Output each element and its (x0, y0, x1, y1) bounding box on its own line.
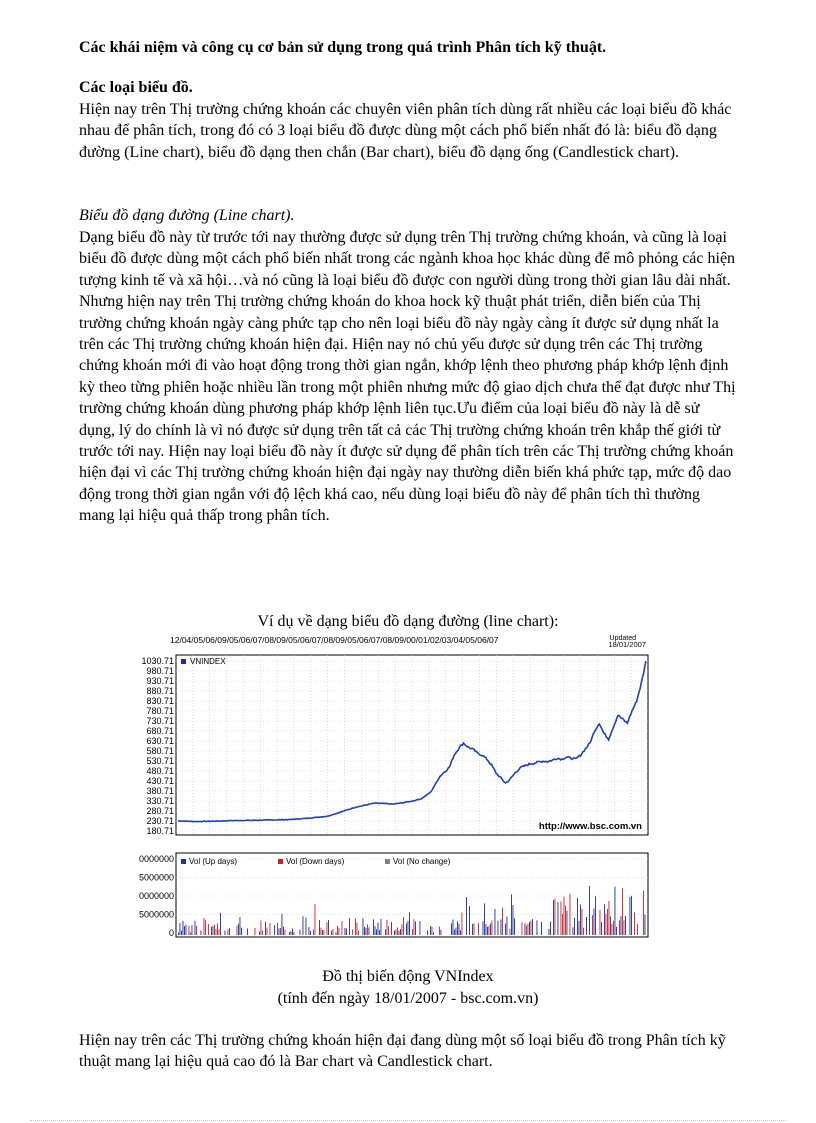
volume-bar (373, 919, 374, 935)
updated-date: 18/01/2007 (608, 640, 646, 649)
volume-bar (358, 931, 359, 935)
volume-bar (346, 928, 347, 935)
volume-bar (357, 923, 358, 936)
volume-bar (192, 925, 193, 935)
volume-bar (322, 930, 323, 935)
volume-bar (619, 920, 620, 935)
volume-bar (474, 923, 475, 935)
volume-bar (342, 921, 343, 935)
volume-bar (469, 906, 470, 935)
volume-bar (186, 925, 187, 935)
volume-y-tick-label: 0000000 (138, 854, 174, 864)
volume-bar (562, 914, 563, 935)
volume-bar (487, 927, 488, 935)
volume-bar (406, 923, 407, 935)
volume-bar (262, 931, 263, 936)
volume-bar (507, 917, 508, 936)
volume-bar (609, 901, 610, 935)
volume-bar (333, 929, 334, 935)
volume-bar (313, 930, 314, 936)
volume-bar (303, 916, 304, 935)
volume-bar (514, 918, 515, 935)
volume-bar (595, 896, 596, 935)
volume-bar (420, 921, 421, 935)
volume-bar (486, 924, 487, 935)
volume-bar (522, 922, 523, 935)
volume-bar (451, 923, 452, 935)
volume-bar (309, 927, 310, 935)
volume-bar (472, 924, 473, 935)
volume-bar (498, 921, 499, 935)
volume-bar (337, 926, 338, 935)
volume-bar (240, 917, 241, 935)
volume-bar (430, 926, 431, 935)
volume-bar (613, 921, 614, 935)
volume-bar (558, 902, 559, 935)
price-y-tick-label: 230.71 (146, 816, 174, 826)
volume-bar (339, 928, 340, 935)
volume-bar (364, 927, 365, 935)
volume-bar (402, 924, 403, 935)
chart-caption-source: (tính đến ngày 18/01/2007 - bsc.com.vn) (277, 990, 539, 1007)
volume-bar (415, 922, 416, 936)
volume-bar (189, 926, 190, 935)
volume-bar (555, 899, 556, 935)
volume-bar (238, 924, 239, 935)
volume-bar (561, 902, 562, 936)
volume-bar (462, 913, 463, 936)
volume-bar (564, 897, 565, 935)
price-y-ticks (141, 656, 174, 836)
volume-bar (616, 927, 617, 935)
price-y-tick-label: 880.71 (146, 686, 174, 696)
volume-bar (594, 909, 595, 936)
volume-bar (265, 922, 266, 935)
volume-bar (505, 924, 506, 935)
volume-bar (201, 930, 202, 935)
price-y-tick-label: 480.71 (146, 766, 174, 776)
volume-bar (225, 931, 226, 936)
volume-bar (574, 918, 575, 935)
paragraph-intro: Hiện nay trên Thị trường chứng khoán các chuyên viên phân tích dùng rất nhiều các loại biểu đồ khác nhau để phân tích, trong đó có 3 loại biểu đồ được dùng một cách phổ biến nhất đó là: biểu đồ dạng đường (Line chart), biểu đồ dạng then chắn (Bar chart), biểu đồ dạng ống (Candlestick chart). (79, 101, 732, 161)
volume-bar (643, 891, 644, 935)
volume-bar (247, 928, 248, 935)
volume-bar (478, 923, 479, 935)
section-title: Các loại biểu đồ. (79, 79, 193, 96)
volume-bar (615, 887, 616, 935)
volume-bar (315, 904, 316, 935)
volume-bar (537, 920, 538, 935)
volume-bar (181, 931, 182, 935)
volume-bar (387, 920, 388, 935)
volume-bar (427, 930, 428, 935)
price-y-tick-label: 430.71 (146, 776, 174, 786)
volume-bar (367, 925, 368, 936)
document-heading: Các khái niệm và công cụ cơ bản sử dụng trong quá trình Phân tích kỹ thuật. (79, 39, 607, 56)
price-y-tick-label: 930.71 (146, 676, 174, 686)
volume-y-tick-label: 5000000 (138, 909, 174, 920)
volume-bar (208, 924, 209, 935)
volume-bar (352, 930, 353, 936)
volume-bar (466, 897, 467, 935)
volume-bar (355, 919, 356, 935)
volume-bar (237, 926, 238, 935)
volume-bar (570, 894, 571, 935)
volume-bar (525, 923, 526, 935)
page-bottom-border (30, 1120, 786, 1122)
legend-vnindex-swatch (181, 659, 186, 664)
volume-bar (291, 931, 292, 935)
volume-bar (490, 924, 491, 935)
volume-bar (228, 929, 229, 935)
volume-bar (345, 928, 346, 935)
top-date-labels: 12/04/05/06/09/05/06/07/08/09/05/06/07/08/09/05/06/07/08/09/00/01/02/03/04/05/06/07 (170, 635, 499, 645)
volume-bar (637, 924, 638, 935)
volume-bar (604, 904, 605, 935)
volume-bar (178, 932, 179, 935)
volume-bar (607, 909, 608, 935)
volume-bar (289, 932, 290, 935)
volume-bar (324, 930, 325, 935)
volume-bar (531, 921, 532, 935)
volume-bar (529, 922, 530, 935)
volume-bar (331, 931, 332, 935)
volume-bar (388, 926, 389, 935)
volume-bar (456, 928, 457, 935)
volume-bar (502, 908, 503, 936)
volume-bar (567, 911, 568, 935)
volume-bar (195, 921, 196, 935)
volume-bar (183, 921, 184, 935)
volume-bar (553, 900, 554, 935)
volume-bar (220, 913, 221, 935)
volume-bar (441, 930, 442, 935)
volume-bar (379, 930, 380, 935)
volume-bar (397, 928, 398, 936)
volume-bar (580, 905, 581, 936)
volume-bar (526, 926, 527, 935)
volume-bar (610, 917, 611, 936)
volume-bar (511, 894, 512, 935)
volume-bar (612, 924, 613, 935)
volume-y-ticks (139, 854, 174, 938)
volume-bar (453, 920, 454, 936)
volume-bar (267, 928, 268, 935)
chart-example-caption: Ví dụ về dạng biểu đồ dạng đường (line chart): (257, 613, 559, 630)
volume-bar (459, 923, 460, 935)
volume-bar (550, 922, 551, 936)
volume-bar (363, 918, 364, 935)
legend-nochange-swatch (385, 859, 390, 864)
price-y-tick-label: 730.71 (146, 716, 174, 726)
volume-bar (408, 921, 409, 935)
price-y-tick-label: 530.71 (146, 756, 174, 766)
volume-bar (216, 929, 217, 935)
volume-bar (513, 905, 514, 935)
volume-bar (300, 930, 301, 936)
price-y-tick-label: 680.71 (146, 726, 174, 736)
volume-y-tick-label: 0000000 (138, 891, 174, 901)
volume-bar (489, 926, 490, 935)
volume-bar (280, 928, 281, 935)
volume-bar (366, 928, 367, 935)
legend-no-change: Vol (No change) (393, 857, 451, 866)
volume-bar (306, 918, 307, 935)
volume-bar (565, 906, 566, 936)
volume-bar (391, 922, 392, 935)
volume-bar (375, 926, 376, 935)
volume-bar (184, 926, 185, 935)
volume-bar (213, 926, 214, 935)
volume-bar (510, 929, 511, 935)
volume-bar (349, 918, 350, 935)
volume-bar (241, 928, 242, 935)
volume-bar (319, 920, 320, 935)
legend-down-days: Vol (Down days) (286, 857, 345, 866)
volume-bar (622, 888, 623, 935)
volume-bar (528, 924, 529, 935)
volume-bar (577, 898, 578, 935)
volume-bar (630, 897, 631, 935)
vnindex-chart (138, 633, 650, 939)
volume-bar (214, 925, 215, 935)
chart-watermark: http://www.bsc.com.vn (538, 821, 642, 832)
volume-bar (631, 896, 632, 935)
price-y-tick-label: 280.71 (146, 806, 174, 816)
volume-bar (414, 919, 415, 935)
volume-bar (394, 931, 395, 936)
volume-bar (625, 916, 626, 935)
chart-svg (138, 633, 650, 939)
volume-bar (532, 919, 533, 935)
volume-bar (217, 924, 218, 935)
price-y-tick-label: 180.71 (146, 826, 174, 836)
volume-bar (592, 915, 593, 935)
price-y-tick-label: 780.71 (146, 706, 174, 716)
volume-bar (292, 929, 293, 936)
volume-bar (219, 930, 220, 935)
volume-bar (378, 923, 379, 936)
volume-bar (412, 929, 413, 935)
chart-caption-title: Đồ thị biến động VNIndex (322, 968, 494, 985)
volume-bar (190, 932, 191, 935)
legend-up-swatch (181, 859, 186, 864)
volume-y-tick-label: 0 (168, 928, 174, 938)
legend-vnindex: VNINDEX (190, 657, 226, 666)
volume-bar (492, 921, 493, 936)
volume-bar (634, 912, 635, 935)
volume-bar (285, 930, 286, 935)
volume-bar (454, 930, 455, 936)
price-y-tick-label: 1030.71 (141, 656, 174, 666)
volume-bar (204, 918, 205, 935)
volume-bar (196, 926, 197, 935)
volume-bar (589, 886, 590, 935)
volume-bar (582, 909, 583, 935)
volume-bar (321, 928, 322, 935)
price-y-tick-label: 380.71 (146, 786, 174, 796)
volume-bar (501, 919, 502, 935)
volume-bar (327, 922, 328, 935)
volume-bar (579, 921, 580, 935)
volume-bar (180, 923, 181, 935)
volume-bar (409, 912, 410, 935)
price-y-tick-label: 630.71 (146, 736, 174, 746)
volume-bar (621, 916, 622, 935)
volume-bar (336, 932, 337, 935)
volume-bar (205, 920, 206, 935)
volume-bar (274, 925, 275, 935)
volume-bar (495, 909, 496, 935)
volume-bar (328, 920, 329, 935)
volume-bar (645, 915, 646, 936)
volume-bar (283, 927, 284, 935)
volume-bar (294, 932, 295, 935)
price-y-tick-label: 580.71 (146, 746, 174, 756)
volume-bar (433, 932, 434, 935)
volume-bar (259, 932, 260, 936)
volume-bar (460, 930, 461, 935)
volume-bar (255, 928, 256, 935)
volume-bar (624, 920, 625, 935)
volume-bar (310, 931, 311, 935)
volume-bar (400, 929, 401, 935)
updated-label: Updated (609, 635, 636, 642)
volume-bar (399, 931, 400, 935)
volume-bar (376, 929, 377, 935)
volume-bar (457, 921, 458, 935)
line-chart-subheading: Biểu đồ dạng đường (Line chart). (79, 207, 295, 224)
volume-bar (601, 922, 602, 935)
volume-bar (600, 910, 601, 935)
paragraph-conclusion: Hiện nay trên các Thị trường chứng khoán hiện đại đang dùng một số loại biểu đồ trong Phân tích kỹ thuật mang lại hiệu quả cao đó là Bar chart và Candlestick chart. (79, 1032, 726, 1071)
volume-bar (211, 927, 212, 935)
volume-bar (229, 928, 230, 935)
volume-bar (573, 927, 574, 935)
volume-bar (277, 923, 278, 935)
price-y-tick-label: 330.71 (146, 796, 174, 806)
volume-bar (586, 917, 587, 935)
volume-bar (403, 917, 404, 935)
volume-bar (396, 929, 397, 935)
volume-bar (549, 929, 550, 935)
paragraph-line-chart: Dạng biểu đồ này từ trước tới nay thường được sử dụng trên Thị trường chứng khoán, và cũng là loại biểu đồ được dùng một cách phổ biến nhất trong các ngành khoa học khác dùng để mô phỏng các hiện tượng kinh tế và xã hội…và nó cũng là loại biểu đồ được con người dùng trong thời gian lâu dài nhất. Nhưng hiện nay trên Thị trường chứng khoán do khoa hock kỹ thuật phát triển, diễn biến của Thị trường chứng khoán ngày càng phức tạp cho nên loại biểu đồ này ngày càng ít được sử dụng nhất la trên các Thị trường chứng khoán hiện đại. Hiện nay nó chủ yếu được sử dụng trên các Thị trường chứng khoán mới đi vào hoạt động trong thời gian ngắn, khớp lệnh theo phương pháp khớp lệnh định kỳ theo từng phiên hoặc nhiều lần trong một phiên nhưng mức độ giao dịch chưa thể đạt được như Thị trường chứng khoán dùng phương pháp khớp lệnh liên tục.Ưu điểm của loại biểu đồ này là dễ sử dụng, lý do chính là vì nó được sử dụng trên tất cả các Thị trường chứng khoán trên khắp thế giới từ trước tới nay. Hiện nay loại biểu đồ này ít được sử dụng để phân tích trên các Thị trường chứng khoán hiện đại vì các Thị trường chứng khoán hiện đại ngày nay thường diễn biến khá phức tạp, mức độ dao động trong thời gian ngắn với độ lệch khá cao, nếu dùng loại biểu đồ này để phân tích thì thường mang lại hiệu quả thấp trong phân tích. (79, 229, 736, 525)
price-y-tick-label: 830.71 (146, 696, 174, 706)
volume-bar (541, 922, 542, 935)
volume-bar (282, 914, 283, 935)
legend-down-swatch (278, 859, 283, 864)
volume-y-tick-label: 5000000 (138, 872, 174, 883)
volume-bar (606, 914, 607, 935)
volume-bar (583, 928, 584, 935)
volume-bar (381, 919, 382, 935)
volume-bar (439, 927, 440, 935)
volume-bar (483, 921, 484, 935)
legend-up-days: Vol (Up days) (189, 857, 238, 866)
volume-bar (270, 923, 271, 935)
volume-bar (385, 929, 386, 935)
price-y-tick-label: 980.71 (146, 666, 174, 676)
volume-bar (279, 928, 280, 935)
volume-bar (432, 926, 433, 935)
volume-bar (369, 927, 370, 935)
volume-bar (261, 920, 262, 935)
volume-bar (484, 903, 485, 935)
